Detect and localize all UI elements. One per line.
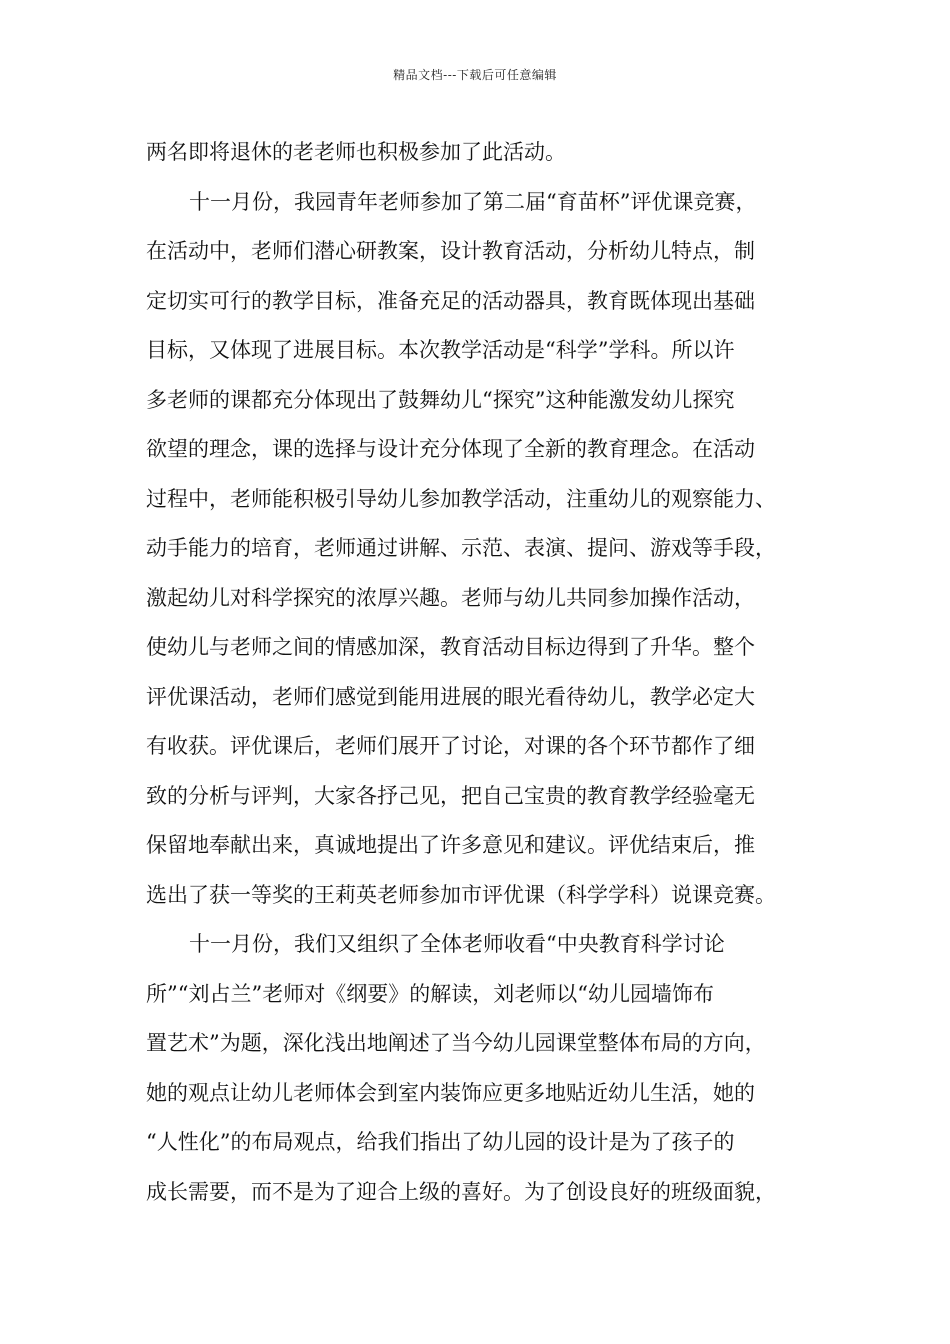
text-line: 有收获。评优课后，老师们展开了讨论，对课的各个环节都作了细: [146, 734, 755, 758]
text-line: 置艺术”为题，深化浅出地阐述了当今幼儿园课堂整体布局的方向，: [146, 1031, 766, 1055]
text-line: 成长需要，而不是为了迎合上级的喜好。为了创设良好的班级面貌，: [146, 1179, 776, 1204]
text-line: 评优课活动，老师们感觉到能用进展的眼光看待幼儿，教学必定大: [146, 684, 755, 709]
text-line: 保留地奉献出来，真诚地提出了许多意见和建议。评优结束后，推: [146, 833, 755, 857]
paragraph-start-line: 十一月份，我园青年老师参加了第二届“育苗杯”评优课竞赛，: [189, 189, 757, 214]
text-line: 动手能力的培育，老师通过讲解、示范、表演、提问、游戏等手段，: [146, 536, 776, 560]
text-line: 欲望的理念，课的选择与设计充分体现了全新的教育理念。在活动: [146, 437, 755, 461]
page-header: 精品文档---下载后可任意编辑: [393, 68, 557, 82]
text-line: 她的观点让幼儿老师体会到室内装饰应更多地贴近幼儿生活，她的: [146, 1080, 755, 1105]
text-line: 过程中，老师能积极引导幼儿参加教学活动，注重幼儿的观察能力、: [146, 486, 776, 511]
text-line: 所”“刘占兰”老师对《纲要》的解读，刘老师以“幼儿园墙饰布: [146, 981, 714, 1006]
text-line: 致的分析与评判，大家各抒己见，把自己宝贵的教育教学经验毫无: [146, 783, 755, 808]
text-line: 定切实可行的教学目标，准备充足的活动器具，教育既体现出基础: [146, 288, 755, 313]
body-text: [146, 128, 836, 1217]
text-line: 多老师的课都充分体现出了鼓舞幼儿“探究”这种能激发幼儿探究: [146, 387, 735, 412]
text-line: 使幼儿与老师之间的情感加深，教育活动目标边得到了升华。整个: [146, 635, 755, 659]
text-line: 激起幼儿对科学探究的浓厚兴趣。老师与幼儿共同参加操作活动，: [146, 585, 755, 610]
text-line: 选出了获一等奖的王莉英老师参加市评优课（科学学科）说课竞赛。: [146, 882, 776, 907]
paragraph-start-line: 十一月份，我们又组织了全体老师收看“中央教育科学讨论: [189, 932, 725, 956]
text-line: 目标，又体现了进展目标。本次教学活动是“科学”学科。所以许: [146, 338, 735, 362]
text-line: 在活动中，老师们潜心研教案，设计教育活动，分析幼儿特点，制: [146, 239, 755, 263]
text-line: “人性化”的布局观点，给我们指出了幼儿园的设计是为了孩子的: [146, 1130, 735, 1154]
text-line: 两名即将退休的老老师也积极参加了此活动。: [146, 140, 566, 164]
